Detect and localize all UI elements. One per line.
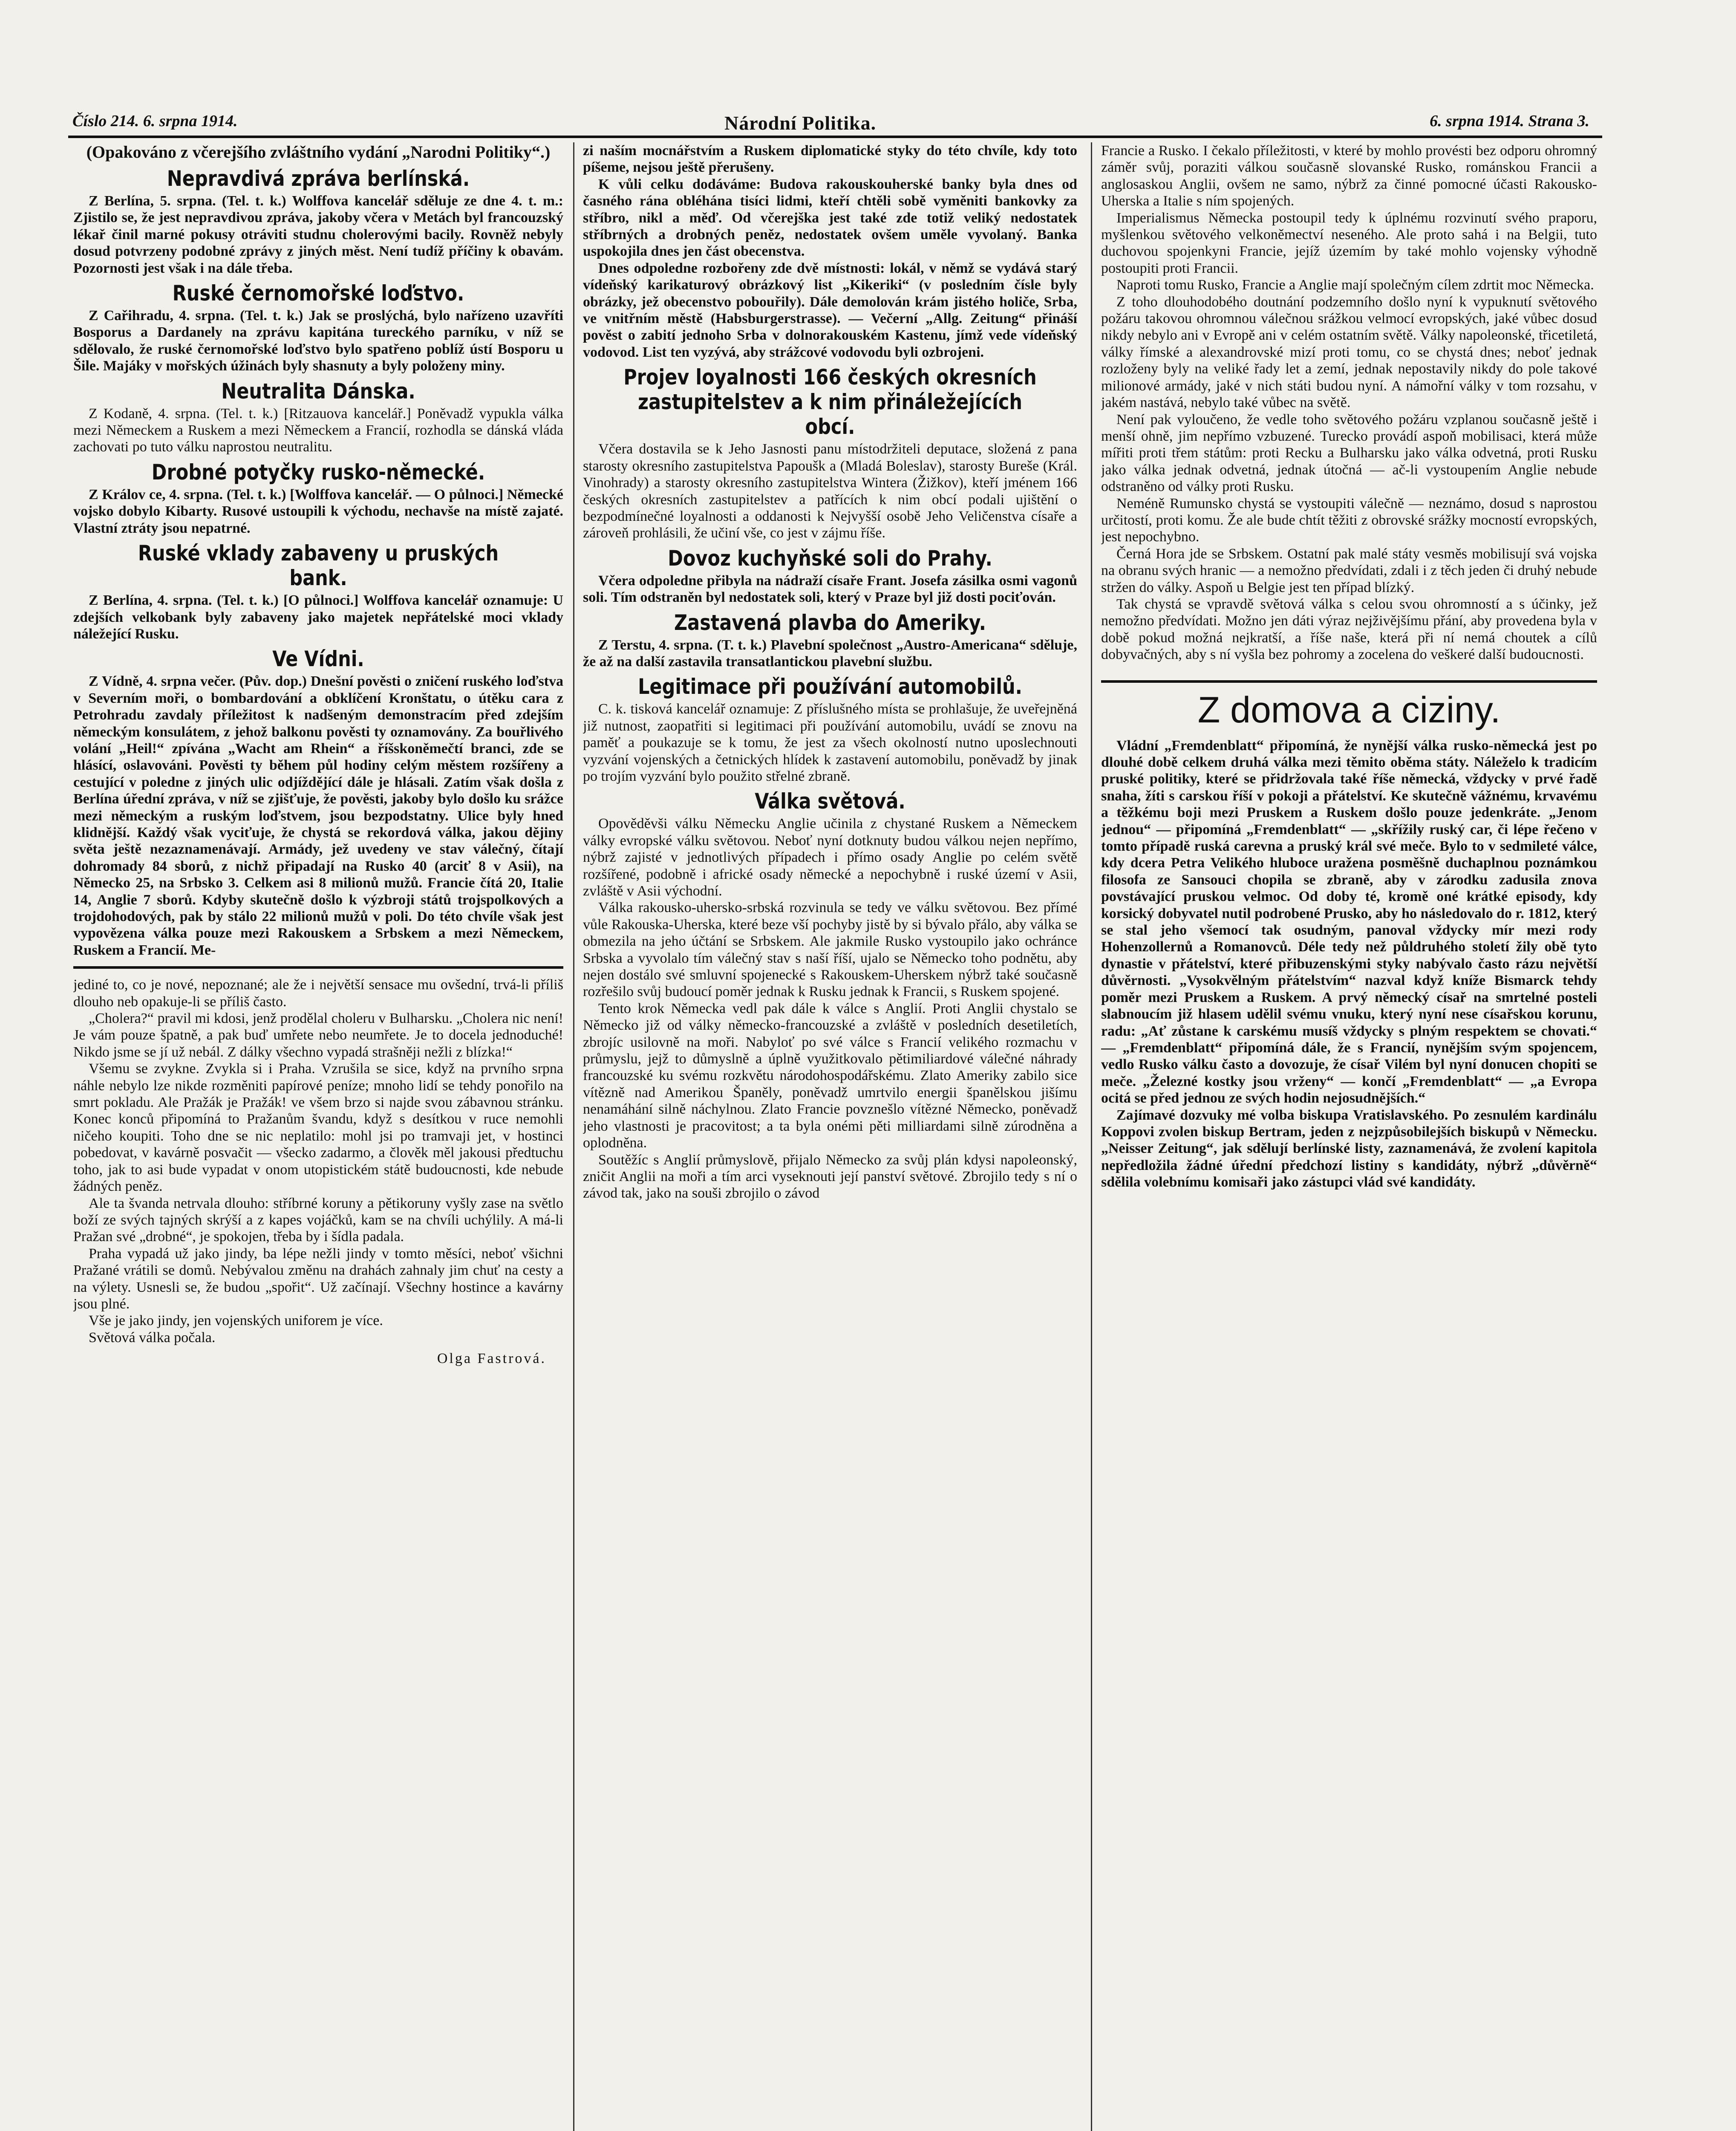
feuilleton-paragraph: Praha vypadá už jako jindy, ba lépe nežli jindy v tomto měsíci, neboť všichni Pražané vrátili se domů. Nebývalou změnu na drahách zahnaly jim chuť na cesty a na výlety. Usnesli se, že budou „spořit“. Už začínají. Všechny hostince a kavárny jsou plné. bbox=[73, 1245, 563, 1312]
feuilleton-paragraph: jediné to, co je nové, nepoznané; ale že i největší sensace mu ovšední, trvá-li příliš dlouho neb opakuje-li se příliš často. bbox=[73, 977, 563, 1010]
section-heading: Z domova a ciziny. bbox=[1101, 680, 1597, 731]
article-paragraph: Tak chystá se vpravdě světová válka s celou svou ohromností a s účinky, jež nemožno předvídati. Možno jen dáti výraz nejživějšímu přání, aby provedena byla v době pokud možná nejkratší, a říše naše, která při ní nemá choutek a cílů dobyvačných, aby s ní vyšla bez pohromy a zocelena do veškeré další budoucnosti. bbox=[1101, 596, 1597, 663]
article-paragraph: Z Terstu, 4. srpna. (T. t. k.) Plavební společnost „Austro-Americana“ sděluje, že až na další zastavila transatlantickou plavební službu. bbox=[583, 637, 1077, 670]
article-paragraph: Francie a Rusko. I čekalo příležitosti, v které by mohlo provésti bez odporu ohromný záměr svůj, poraziti válkou současně slovanské Rusko, románskou Francii a anglosaskou Anglii, ovšem ne samo, nýbrž za činné pomocné účasti Rakousko-Uherska a Italie s ním spojených. bbox=[1101, 143, 1597, 209]
issue-date: Číslo 214. 6. srpna 1914. bbox=[72, 112, 238, 130]
header-rule bbox=[68, 136, 1602, 138]
article-paragraph: Dnes odpoledne rozbořeny zde dvě místnosti: lokál, v němž se vydává starý vídeňský karikaturový obrázkový list „Kikeriki“ (v posledním čísle byly obrázky, jež obecenstvo pobouřily). Dále demolován krám jistého holiče, Srba, ve vnitřním městě (Habsburgerstrasse). — Večerní „Allg. Zeitung“ přináší pověst o zabití jednoho Srba v dolnorakouském Kastenu, jímž vede vídeňský vodovod. List ten vyzývá, aby strážcové vodovodu byli ozbrojeni. bbox=[583, 260, 1077, 360]
article-paragraph: Zajímavé dozvuky mé volba biskupa Vratislavského. Po zesnulém kardinálu Koppovi zvolen biskup Bertram, jeden z nejzpůsobilejších biskupů v Německu. „Neisser Zeitung“, jak sdělují berlínské listy, zaznamenává, že zvolení kapitola nepředložila žádné úřední předchozí listiny s kandidáty, nýbrž „důvěrně“ sdělila volebnímu komisaři jako zástupci vlád své kandidáty. bbox=[1101, 1107, 1597, 1190]
column-1 bbox=[73, 142, 563, 2131]
headline: Projev loyalnosti 166 českých okresních zastupitelstev a k nim přináležejících obcí. bbox=[623, 365, 1037, 439]
article-paragraph: Z Berlína, 5. srpna. (Tel. t. k.) Wolffova kancelář sděluje ze dne 4. t. m.: Zjistilo se, že jest nepravdivou zpráva, jakoby včera v Metách byl francouzský lékař činil marné pokusy otráviti studnu cholerovými bacily. Rovněž nebyly dosud potvrzeny podobné zprávy z jiných měst. Není tudíž příčiny k obavám. Pozornosti jest však i na dále třeba. bbox=[73, 193, 563, 276]
reprint-note: (Opakováno z včerejšího zvláštního vydání „Narodni Politiky“.) bbox=[86, 142, 551, 162]
author-signature: Olga Fastrová. bbox=[437, 1351, 546, 1367]
feuilleton-paragraph: Ale ta švanda netrvala dlouho: stříbrné koruny a pětikoruny vyšly zase na světlo boží ze svých tajných skrýší a z kapes vojáčků, kam se na chvíli uchýlily. A má-li Pražan své „drobné“, je spokojen, třeba by i šídla padala. bbox=[73, 1195, 563, 1245]
column-divider bbox=[1091, 142, 1092, 2131]
article-paragraph: Není pak vyloučeno, že vedle toho světového požáru vzplanou současně ještě i menší ohně, jim nepřímo vzbuzené. Turecko provádí aspoň mobilisaci, která může mířiti proti třem státům: proti Recku a Bulharsku jako válka odvetná, proti Rusku jako válka jednak odvetná, jednak útočná — ač-li vystoupením Anglie nebude odstraněno od války proti Rusku. bbox=[1101, 411, 1597, 495]
column-divider bbox=[573, 142, 574, 2131]
headline: Neutralita Dánska. bbox=[221, 378, 415, 404]
article-paragraph: Opověděvši válku Německu Anglie učinila z chystané Ruskem a Německem války evropské válku světovou. Neboť nyní dotknuty budou válkou nejen nepřímo, nýbrž zajisté v jednotlivých případech i přímo osady Anglie po celém světě rozšířené, podobně i africké osady německé a nepochybně i ruské území v Asii, zvláště v Asii východní. bbox=[583, 816, 1077, 899]
newspaper-title: Národní Politika. bbox=[724, 112, 877, 134]
article-paragraph: Válka rakousko-uhersko-srbská rozvinula se tedy ve válku světovou. Bez přímé vůle Rakouska-Uherska, které beze vší pochyby jistě by si bývalo přálo, aby válka se obmezila na jeho účtání se Srbskem. Ale jakmile Rusko vystoupilo jako ochránce Srbska a vyvolalo tím válečný stav s naší říší, ujalo se Německo toho podnětu, aby nejen dostálo své smluvní spojenecké s Rakouskem-Uherskem nýbrž také současně rozřešilo svůj budoucí poměr jednak k Rusku jednak k Francii, s Ruskem spojené. bbox=[583, 900, 1077, 1000]
feuilleton-paragraph: Všemu se zvykne. Zvykla si i Praha. Vzrušila se sice, když na prvního srpna náhle nebylo lze nikde rozměniti papírové peníze; mnoho lidí se tehdy ponořilo na smrt pokladu. Ale Pražák je Pražák! ve všem brzo si najde svou zábavnou stránku. Konec konců připomíná to Pražanům švandu, když s desítkou v ruce nemohli ničeho koupiti. Toho dne se nic neplatilo: mohl jsi po tramvaji jet, v hostinci pobedovat, v kavárně posvačit — všecko zadarmo, a člověk měl jakousi předtuchu toho, jak to asi bude vypadat v onom utopistickém státě budoucnosti, kde nebude žádných peněz. bbox=[73, 1061, 563, 1195]
article-paragraph: Naproti tomu Rusko, Francie a Anglie mají společným cílem zdrtit moc Německa. bbox=[1116, 277, 1594, 293]
article-paragraph: Z toho dlouhodobého doutnání podzemního došlo nyní k vypuknutí světového požáru takovou ohromnou válečnou srážkou velmocí evropských, jaké vůbec dosud nikdy nebylo ani v Evropě ani v celém ostatním světě. Války napoleonské, třicetiletá, války římské a alexandrovské mizí proti tomu, co se chystá dnes; neboť jednak rozloženy byly na veliké řady let a zemí, jednak nepostavily nikdy do pole takové milionové armády, jaké v nich státi budou nyní. A námořní války v tom rozsahu, v jakém nastává, nebylo také vůbec na světě. bbox=[1101, 294, 1597, 411]
page-header bbox=[72, 112, 1589, 137]
feuilleton-paragraph: „Cholera?“ pravil mi kdosi, jenž prodělal choleru v Bulharsku. „Cholera nic není! Je vám pouze špatně, a pak buď umřete nebo neumřete. Je to docela jednoduché! Nikdo jsme se jí už nebál. Z dálky všechno vypadá strašněji nežli z blízka!“ bbox=[73, 1011, 563, 1060]
article-paragraph: Z Berlína, 4. srpna. (Tel. t. k.) [O půlnoci.] Wolffova kancelář oznamuje: U zdejších velkobank byly zabaveny jako majetek nepřátelské moci vklady náležející Rusku. bbox=[73, 592, 563, 642]
article-paragraph: zi naším mocnářstvím a Ruskem diplomatické styky do této chvíle, kdy toto píšeme, nejsou ještě přerušeny. bbox=[583, 143, 1077, 176]
headline: Ruské černomořské loďstvo. bbox=[172, 281, 464, 306]
article-paragraph: Tento krok Německa vedl pak dále k válce s Anglií. Proti Anglii chystalo se Německo již od války německo-francouzské a zvláště v posledních desetiletích, zbrojíc usilovně na moři. Nabyloť po své válce s Francií velikého rozmachu v průmyslu, jejž to důmyslně a úplně využitkovalo pětimiliardové válečné náhrady francouzské ku svému rozkvětu národohospodářskému. Zlato Ameriky zabilo sice vítězně nad Amerikou Španěly, poněvadž umrtvilo energii španělskou jišímu nenamáhání silně náchylnou. Zlato Francie povznešlo vítězné Německo, poněvadž jeho vlastnosti je pracovitost; a ta byla onémi pěti milliardami silně zúrodněna a oplodněna. bbox=[583, 1000, 1077, 1151]
article-paragraph: Z Králov ce, 4. srpna. (Tel. t. k.) [Wolffova kancelář. — O půlnoci.] Německé vojsko dobylo Kibarty. Rusové ustoupili k východu, nechavše na místě zajaté. Vlastní ztráty jsou nepatrné. bbox=[73, 486, 563, 536]
column-3 bbox=[1101, 142, 1597, 2131]
article-paragraph: Z Kodaně, 4. srpna. (Tel. t. k.) [Ritzauova kancelář.] Poněvadž vypukla válka mezi Německem a Ruskem a mezi Německem a Francií, rozhodla se dánská vláda zachovati po tuto válku naprostou neutralitu. bbox=[73, 405, 563, 455]
headline: Válka světová. bbox=[755, 789, 905, 814]
headline: Dovoz kuchyňské soli do Prahy. bbox=[668, 546, 992, 571]
article-paragraph: Z Vídně, 4. srpna večer. (Pův. dop.) Dnešní pověsti o zničení ruského loďstva v Severním moři, o bombardování a obklíčení Kronštatu, o útěku cara z Petrohradu zavdaly příležitost k nadšeným demonstracím před zdejším německým konsulátem, z jehož balkonu pověsti ty oznamovány. Za bouřlivého volání „Heil!“ zpívána „Wacht am Rhein“ a říšskoněmečtí branci, zde se hlásící, oslavováni. Pověsti ty během půl hodiny celým městem rozšířeny a cestující v poledne z jiných ulic odjíždějící dále je hlásali. Zatím však došla z Berlína úřední zpráva, v níž se zjišťuje, že pověsti, jakoby bylo došlo ku srážce mezi německým a ruským loďstvem, jsou bezpodstatny. Ulice byly hned klidnější. Každý však vyciťuje, že chystá se rekordová válka, jakou dějiny světa ještě nezaznamenávají. Armády, jež uvedeny ve stav válečný, čítají dohromady 84 sborů, z nichž připadají na Rusko 40 (arciť 8 v Asii), na Německo 25, na Srbsko 3. Celkem asi 8 milionů mužů. Francie čítá 20, Italie 14, Anglie 7 sborů. Kdyby skutečně došlo k výzbroji států trojspolkových a trojdohodových, pak by stálo 22 milionů mužů v poli. Do této chvíle však jest vypovězena válka pouze mezi Rakouskem a Srbskem a mezi Německem, Ruskem a Francií. Me- bbox=[73, 673, 563, 958]
article-paragraph: Soutěžíc s Anglií průmyslově, přijalo Německo za svůj plán kdysi napoleonský, zničit Anglii na moři a tím arci vyseknouti její panství světové. Zbrojilo tedy s ní o závod tak, jako na souši zbrojilo o závod bbox=[583, 1152, 1077, 1201]
article-paragraph: Vládní „Fremdenblatt“ připomíná, že nynější válka rusko-německá jest po dlouhé době celkem druhá válka mezi těmito oběma státy. Náleželo k tradicím pruské politiky, které se přidržovala také říše německá, vždycky v prvé řadě snaha, žíti s carskou říší v pokoji a přátelství. Ke skutečně vážnému, krvavému a těžkému boji mezi Pruskem a Ruskem došlo pouze jedenkráte. „Jenom jednou“ — připomíná „Fremdenblatt“ — „skřížily ruský car, či lépe řečeno v tomto případě ruská carevna a pruský král své meče. Bylo to v sedmileté válce, kdy dcera Petra Velikého hluboce uražena posměšně duchaplnou poznámkou filosofa ze Sansouci chopila se zbraně, aby v zárodku zadusila znova povstávající pruskou velmoc. Od doby té, kromě oné krátké episody, kdy korsický dobyvatel nutil podrobené Prusko, aby ho následovalo do r. 1812, který se stal jeho všemocí tak osudným, panoval vždycky mír mezi rody Hohenzollernů a Romanovců. Déle tedy než půldruhého století žily obě tyto dynastie v přátelství, které přibuzenskými styky nabývalo často rázu největší důvěrnosti. „Vysokvělným přátelstvím“ nazval když kníže Bismarck tehdy poměr mezi Pruskem a Ruskem. A prvý německý císař na smrtelné posteli slabnoucím již hlasem udělil svému vnuku, který nyní nese císařskou korunu, radu: „Ať zůstane k carskému musíš vždycky s plným respektem se chovati.“ — „Fremdenblatt“ připomíná dále, že s Francií, nynějším svým spojencem, vedlo Rusko válku často a dovozuje, že císař Vilém byl nyní donucen chopiti se meče. „Železné kostky jsou vrženy“ — končí „Fremdenblatt“ — „a Evropa ocitá se před jednou ze svých hodin nejosudnějších.“ bbox=[1101, 737, 1597, 1106]
column-2 bbox=[583, 142, 1077, 2131]
article-paragraph: Včera dostavila se k Jeho Jasnosti panu místodržiteli deputace, složená z pana starosty okresního zastupitelstva Papoušk a (Mladá Boleslav), starosty Bureše (Král. Vinohrady) a starosty okresního zastupitelstva Wintera (Žižkov), kteří jménem 166 českých okresních zastupitelstev a patřících k nim obcí podali ujištění o bezpodmínečné loyalnosti a oddanosti k Nejvyšší osobě Jeho Veličenstva císaře a zároveň prohlásili, že učiní vše, co jest v zájmu říše. bbox=[583, 441, 1077, 541]
headline: Legitimace při používání automobilů. bbox=[638, 674, 1022, 699]
feuilleton-paragraph: Vše je jako jindy, jen vojenských uniforem je více. bbox=[89, 1313, 383, 1329]
article-paragraph: Neméně Rumunsko chystá se vystoupiti válečně — neznámo, dosud s naprostou určitostí, proti komu. Že ale bude chtít těžiti z obrovské srážky mocností evropských, jest nepochybno. bbox=[1101, 495, 1597, 545]
headline: Nepravdivá zpráva berlínská. bbox=[167, 166, 470, 191]
article-paragraph: Černá Hora jde se Srbskem. Ostatní pak malé státy vesměs mobilisují svá vojska na obranu svých hranic — a nemožno předvídati, zdali i z těch jeden či druhý nebude stržen do války. Aspoň u Belgie jest ten případ blízký. bbox=[1101, 546, 1597, 595]
headline: Zastavená plavba do Ameriky. bbox=[674, 610, 986, 635]
article-paragraph: Včera odpoledne přibyla na nádraží císaře Frant. Josefa zásilka osmi vagonů soli. Tím odstraněn byl nedostatek soli, který v Praze byl již dosti pociťován. bbox=[583, 572, 1077, 606]
article-paragraph: C. k. tisková kancelář oznamuje: Z příslušného místa se prohlašuje, že uveřejněná již nutnost, zaopatřiti si legitimaci při používání automobilu, uvádí se znovu na paměť a poukazuje se k tomu, že jest za všech okolností nutno uposlechnouti vyzvání vojenských a četnických hlídek k zastavení automobilu, poněvadž by jinak po trojím vyzvání bylo použito střelné zbraně. bbox=[583, 701, 1077, 784]
headline: Drobné potyčky rusko-německé. bbox=[151, 459, 485, 485]
feuilleton-paragraph: Světová válka počala. bbox=[89, 1329, 216, 1346]
article-paragraph: Z Cařihradu, 4. srpna. (Tel. t. k.) Jak se proslýchá, bylo nařízeno uzavříti Bosporus a Dardanely na zprávu kapitána tureckého parníku, v níž se sdělovalo, že ruské černomořské loďstvo bylo spatřeno poblíž ústí Bosporu u Šile. Majáky v mořských úžinách byly shasnuty a byly položeny miny. bbox=[73, 308, 563, 374]
page-number: 6. srpna 1914. Strana 3. bbox=[1430, 112, 1589, 130]
article-paragraph: K vůli celku dodáváme: Budova rakouskouherské banky byla dnes od časného rána obléhána tisíci lidmi, kteří chtěli sobě vyměniti bankovky za stříbro, nikl a měď. Od včerejška jest také zde totiž veliký nedostatek stříbrných a drobných peněz, nedostatek ovšem uměle vyvolaný. Banka uspokojila dnes jen část obecenstva. bbox=[583, 176, 1077, 260]
headline: Ve Vídni. bbox=[272, 647, 364, 672]
article-paragraph: Imperialismus Německa postoupil tedy k úplnému rozvinutí svého praporu, myšlenkou světového velkoněmectví neseného. Ale proto sahá i na Belgii, tuto duchovou spojenkyni Francie, jejíž územím by také mohlo vojensky výhodně postoupiti proti Francii. bbox=[1101, 210, 1597, 276]
headline: Ruské vklady zabaveny u pruských bank. bbox=[138, 541, 499, 591]
feuilleton-rule bbox=[73, 966, 563, 969]
